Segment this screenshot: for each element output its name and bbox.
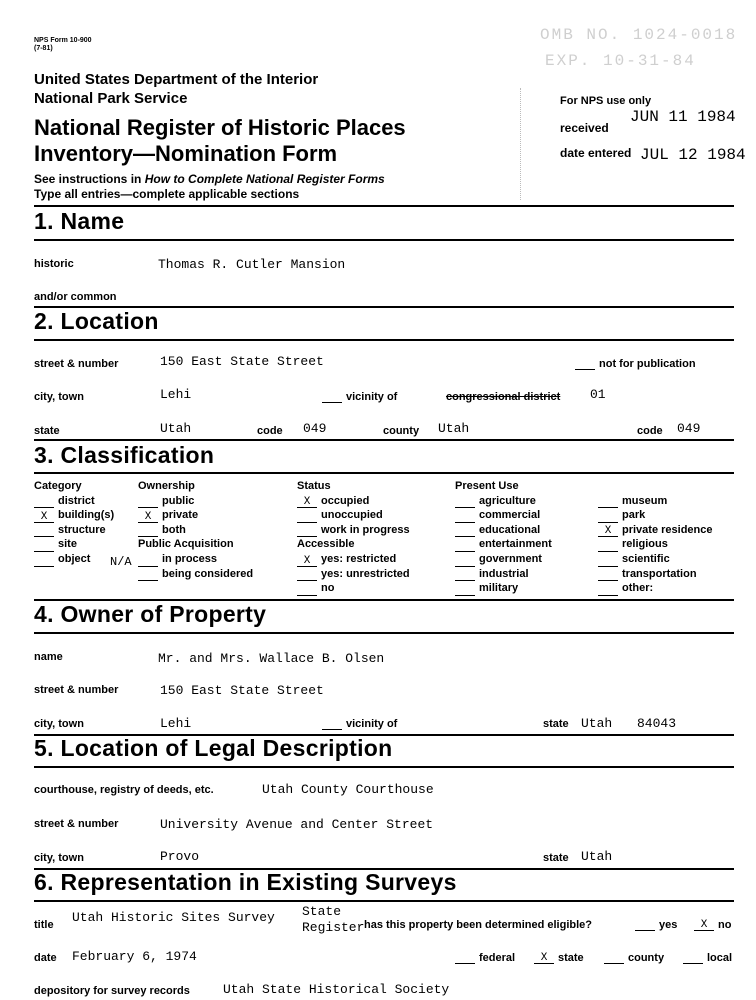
accessible-no: no — [297, 581, 410, 596]
legal-city-label: city, town — [34, 852, 84, 864]
owner-state-label: state — [543, 718, 569, 730]
county-code-value: 049 — [677, 421, 701, 436]
owner-vicinity: vicinity of — [322, 718, 397, 730]
owner-state-value: Utah — [581, 716, 613, 731]
owner-city-value: Lehi — [160, 716, 192, 731]
nps-box-border — [520, 88, 521, 200]
present-use-header: Present Use — [455, 480, 519, 492]
date-entered-label: date entered — [560, 146, 632, 160]
rule-s2 — [34, 339, 734, 341]
use-transportation: transportation — [598, 567, 713, 582]
service: National Park Service — [34, 90, 188, 107]
location-street-label: street & number — [34, 358, 119, 370]
ownership-column — [138, 479, 253, 581]
common-name-label: and/or common — [34, 291, 117, 303]
present-use-column-1 — [455, 479, 552, 596]
survey-title-label: title — [34, 919, 54, 931]
use-educational: educational — [455, 523, 552, 538]
use-entertainment: entertainment — [455, 537, 552, 552]
location-state-value: Utah — [160, 421, 192, 436]
location-street-value: 150 East State Street — [160, 354, 324, 369]
use-other: other: — [598, 581, 713, 596]
use-industrial: industrial — [455, 567, 552, 582]
acquisition-being-considered: being considered — [138, 567, 253, 582]
acquisition-na: N/A — [110, 555, 132, 569]
congressional-district-label: congressional district — [446, 391, 561, 403]
form-title-line-2: Inventory—Nomination Form — [34, 141, 338, 166]
eligibility-question: has this property been determined eligible? — [364, 919, 592, 931]
public-acquisition-header: Public Acquisition — [138, 538, 234, 551]
courthouse-value: Utah County Courthouse — [262, 782, 434, 797]
category-item-district: district — [34, 494, 114, 509]
category-item-object: object — [34, 552, 114, 567]
form-number: NPS Form 10-900 — [34, 37, 92, 44]
legal-city-value: Provo — [160, 849, 200, 864]
received-label: received — [560, 121, 609, 135]
owner-zip-value: 84043 — [637, 716, 677, 731]
section-4-heading: 4. Owner of Property — [34, 601, 267, 627]
owner-name-label: name — [34, 651, 63, 663]
eligible-yes: yes — [635, 919, 677, 931]
survey-title-value: Utah Historic Sites Survey — [72, 910, 275, 925]
level-federal: federal — [455, 952, 515, 964]
ownership-item-private: X private — [138, 508, 253, 523]
county-label: county — [383, 425, 420, 437]
depository-label: depository for survey records — [34, 985, 190, 997]
ownership-header: Ownership — [138, 480, 195, 492]
survey-date-label: date — [34, 952, 57, 964]
owner-street-label: street & number — [34, 684, 119, 696]
rule-s6 — [34, 900, 734, 902]
county-code-label: code — [637, 425, 663, 437]
rule-s5 — [34, 766, 734, 768]
faded-stamp-2: EXP. 10-31-84 — [545, 52, 696, 70]
level-county: county — [604, 952, 664, 964]
survey-title-value-2a: State — [302, 904, 342, 919]
form-revision: (7-81) — [34, 45, 53, 52]
use-museum: museum — [598, 494, 713, 509]
depository-value: Utah State Historical Society — [223, 982, 450, 997]
use-military: military — [455, 581, 552, 596]
legal-state-value: Utah — [581, 849, 613, 864]
owner-city-label: city, town — [34, 718, 84, 730]
owner-name-value: Mr. and Mrs. Wallace B. Olsen — [158, 651, 385, 666]
present-use-column-2 — [598, 494, 713, 596]
acquisition-in-process: in process — [138, 552, 253, 567]
state-code-value: 049 — [303, 421, 327, 436]
instructions-line-1: See instructions in How to Complete National Register Forms — [34, 172, 385, 186]
historic-value: Thomas R. Cutler Mansion — [158, 257, 346, 272]
category-item-site: site — [34, 537, 114, 552]
status-item-occupied: X occupied — [297, 494, 410, 509]
category-column — [34, 479, 114, 567]
nps-use-header: For NPS use only — [560, 95, 652, 107]
county-value: Utah — [438, 421, 470, 436]
location-state-label: state — [34, 425, 60, 437]
congressional-district-value: 01 — [590, 387, 606, 402]
section-6-heading: 6. Representation in Existing Surveys — [34, 869, 457, 895]
category-header: Category — [34, 480, 82, 492]
use-government: government — [455, 552, 552, 567]
instructions-line-2: Type all entries—complete applicable sections — [34, 187, 300, 201]
status-item-work-in-progress: work in progress — [297, 523, 410, 538]
use-agriculture: agriculture — [455, 494, 552, 509]
accessible-restricted: X yes: restricted — [297, 552, 410, 567]
section-5-heading: 5. Location of Legal Description — [34, 735, 393, 761]
rule-s1 — [34, 239, 734, 241]
rule-top — [34, 205, 734, 207]
form-title-line-1: National Register of Historic Places — [34, 115, 406, 140]
survey-date-value: February 6, 1974 — [72, 949, 197, 964]
use-park: park — [598, 508, 713, 523]
section-1-heading: 1. Name — [34, 208, 125, 234]
state-code-label: code — [257, 425, 283, 437]
rule-s3-top — [34, 439, 734, 441]
courthouse-label: courthouse, registry of deeds, etc. — [34, 784, 214, 796]
use-commercial: commercial — [455, 508, 552, 523]
ownership-item-public: public — [138, 494, 253, 509]
date-entered-value: JUL 12 1984 — [640, 146, 746, 164]
status-column — [297, 479, 410, 596]
legal-street-value: University Avenue and Center Street — [160, 817, 434, 832]
status-item-unoccupied: unoccupied — [297, 508, 410, 523]
section-2-heading: 2. Location — [34, 308, 159, 334]
level-state: X state — [534, 952, 584, 964]
use-religious: religious — [598, 537, 713, 552]
ownership-item-both: both — [138, 523, 253, 538]
status-header: Status — [297, 480, 331, 492]
legal-state-label: state — [543, 852, 569, 864]
owner-street-value: 150 East State Street — [160, 683, 324, 698]
faded-stamp-1: OMB NO. 1024-0018 — [540, 26, 738, 44]
received-value: JUN 11 1984 — [630, 108, 736, 126]
eligible-no: X no — [694, 919, 731, 931]
department: United States Department of the Interior — [34, 71, 319, 88]
location-city-value: Lehi — [160, 387, 192, 402]
location-city-label: city, town — [34, 391, 84, 403]
accessible-unrestricted: yes: unrestricted — [297, 567, 410, 582]
use-scientific: scientific — [598, 552, 713, 567]
category-item-building: X building(s) — [34, 508, 114, 523]
location-vicinity: vicinity of — [322, 391, 397, 403]
use-private-residence: X private residence — [598, 523, 713, 538]
instructions-reference: How to Complete National Register Forms — [144, 172, 385, 186]
survey-title-value-2b: Register — [302, 920, 365, 935]
section-3-heading: 3. Classification — [34, 442, 215, 468]
accessible-header: Accessible — [297, 538, 355, 551]
legal-street-label: street & number — [34, 818, 119, 830]
historic-label: historic — [34, 258, 74, 270]
rule-s3 — [34, 472, 734, 474]
not-for-publication: not for publication — [575, 358, 696, 370]
level-local: local — [683, 952, 732, 964]
rule-s4 — [34, 632, 734, 634]
category-item-structure: structure — [34, 523, 114, 538]
